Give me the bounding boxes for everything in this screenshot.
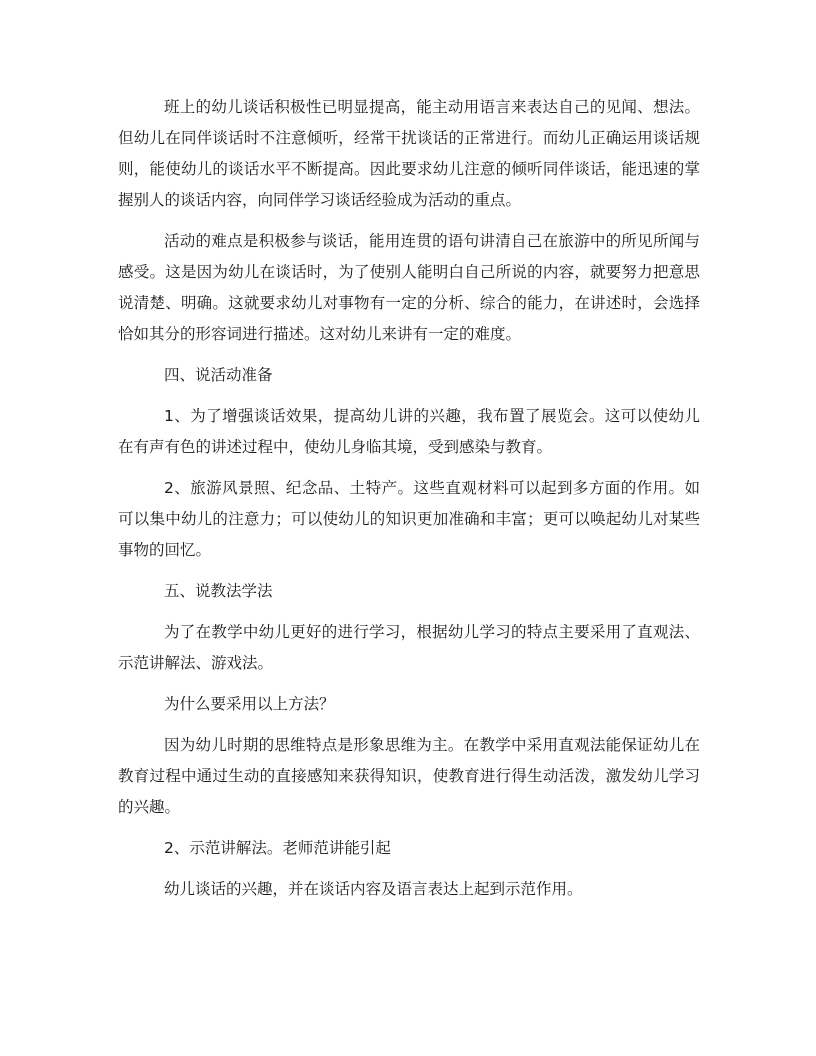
paragraph-demonstration-effect: 幼儿谈话的兴趣，并在谈话内容及语言表达上起到示范作用。: [164, 880, 583, 898]
paragraph-difficulty: 活动的难点是积极参与谈话，能用连贯的语句讲清自己在旅游中的所见所闻与感受。这是因为幼儿在谈话时，为了使别人能明白自己所说的内容，就要努力把意思说清楚、明确。这就要求幼儿对事物有一定的分析、综合的能力，在讲述时，会选择恰如其分的形容词进行描述。这对幼儿来讲有一定的难度。: [118, 232, 700, 343]
paragraph-prep-item-2: 2、旅游风景照、纪念品、土特产。这些直观材料可以起到多方面的作用。如可以集中幼儿的注意力；可以使幼儿的知识更加准确和丰富；更可以唤起幼儿对某些事物的回忆。: [118, 479, 700, 559]
section-heading-methods: 五、说教法学法: [164, 582, 273, 600]
section-heading-preparation: 四、说活动准备: [164, 366, 273, 384]
document-page: [118, 92, 700, 915]
paragraph-methods-reason: 因为幼儿时期的思维特点是形象思维为主。在教学中采用直观法能保证幼儿在教育过程中通过生动的直接感知来获得知识，使教育进行得生动活泼，激发幼儿学习的兴趣。: [118, 736, 700, 816]
paragraph-prep-item-1: 1、为了增强谈话效果，提高幼儿讲的兴趣，我布置了展览会。这可以使幼儿在有声有色的讲述过程中，使幼儿身临其境，受到感染与教育。: [118, 407, 700, 456]
paragraph-methods-intro: 为了在教学中幼儿更好的进行学习，根据幼儿学习的特点主要采用了直观法、示范讲解法、游戏法。: [118, 623, 700, 672]
paragraph-focus-point: 班上的幼儿谈话积极性已明显提高，能主动用语言来表达自己的见闻、想法。但幼儿在同伴谈话时不注意倾听，经常干扰谈话的正常进行。而幼儿正确运用谈话规则，能使幼儿的谈话水平不断提高。因此要求幼儿注意的倾听同伴谈话，能迅速的掌握别人的谈话内容，向同伴学习谈话经验成为活动的重点。: [118, 98, 700, 209]
paragraph-demonstration-method: 2、示范讲解法。老师范讲能引起: [164, 839, 391, 857]
paragraph-why-methods: 为什么要采用以上方法？: [164, 695, 335, 713]
